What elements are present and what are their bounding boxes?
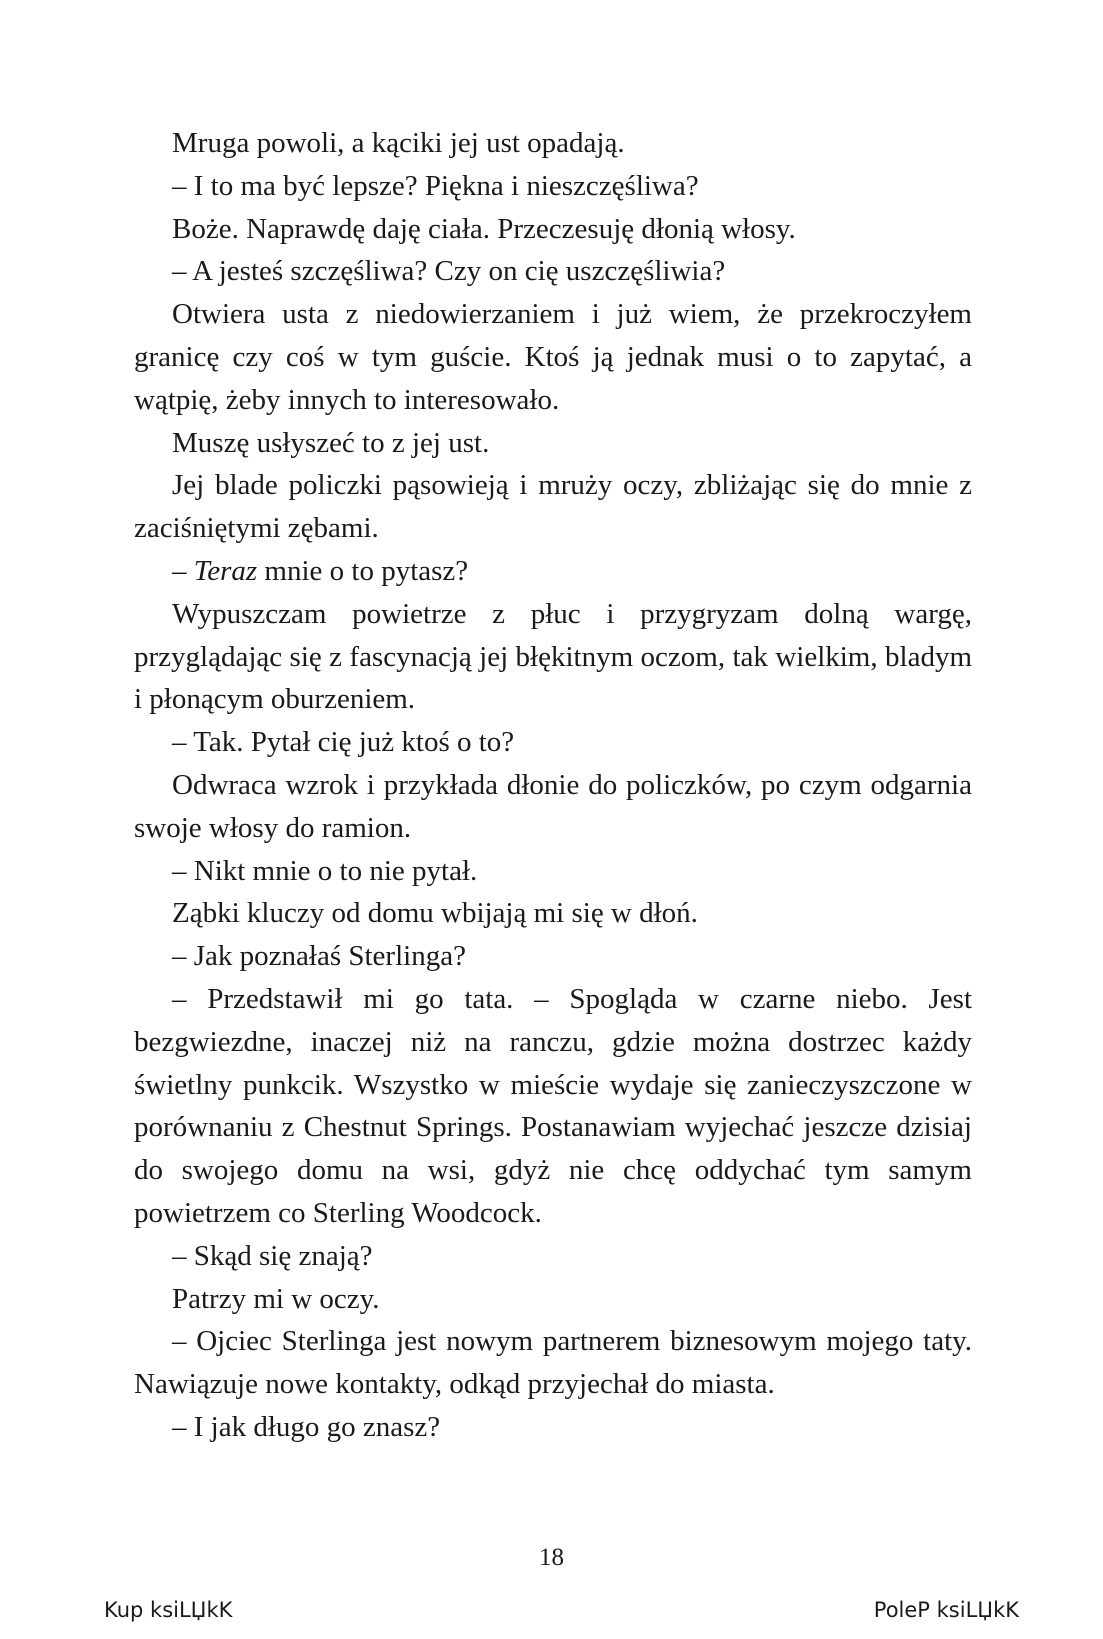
dialogue-dash: –: [172, 554, 194, 587]
paragraph: – Przedstawił mi go tata. – Spogląda w czarne niebo. Jest bezgwiezdne, inaczej niż na ranczu, gdzie można dostrzec każdy świetlny punkcik. Wszystko w mieście wydaje się zanieczyszczone w porównaniu z Chestnut Springs. Postanawiam wyjechać jeszcze dzisiaj do swojego domu na wsi, gdyż nie chcę oddychać tym samym powietrzem co Sterling Woodcock.: [134, 982, 972, 1229]
paragraph: – I jak długo go znasz?: [172, 1410, 441, 1443]
paragraph: – I to ma być lepsze? Piękna i nieszczęśliwa?: [172, 169, 699, 202]
paragraph: Patrzy mi w oczy.: [172, 1282, 380, 1315]
paragraph: Boże. Naprawdę daję ciała. Przeczesuję dłonią włosy.: [172, 212, 796, 245]
recommend-book-link[interactable]: PoleP ksiLЏkK: [873, 1598, 1019, 1622]
body-text: [134, 122, 972, 1449]
paragraph: – Tak. Pytał cię już ktoś o to?: [172, 726, 515, 759]
page-number: 18: [539, 1544, 564, 1571]
paragraph: – Ojciec Sterlinga jest nowym partnerem biznesowym mojego taty. Nawiązuje nowe kontakty, odkąd przyjechał do miasta.: [134, 1325, 972, 1401]
paragraph: – Nikt mnie o to nie pytał.: [172, 854, 478, 887]
paragraph: Odwraca wzrok i przykłada dłonie do policzków, po czym odgarnia swoje włosy do ramion.: [134, 768, 972, 844]
paragraph: Muszę usłyszeć to z jej ust.: [172, 426, 490, 459]
buy-book-link[interactable]: Kup ksiLЏkK: [104, 1598, 233, 1622]
paragraph: Mruga powoli, a kąciki jej ust opadają.: [172, 127, 625, 159]
paragraph: Jej blade policzki pąsowieją i mruży oczy, zbliżając się do mnie z zaciśniętymi zębami.: [134, 469, 972, 545]
paragraph: Ząbki kluczy od domu wbijają mi się w dłoń.: [172, 897, 698, 930]
paragraph: – Jak poznałaś Sterlinga?: [172, 940, 466, 973]
dialogue-text: mnie o to pytasz?: [257, 554, 469, 587]
paragraph: Wypuszczam powietrze z płuc i przygryzam dolną wargę, przyglądając się z fascynacją jej błękitnym oczom, tak wielkim, bladym i płonącym oburzeniem.: [134, 597, 972, 716]
paragraph: [134, 550, 972, 593]
emphasized-word: Teraz: [193, 554, 258, 587]
paragraph: – Skąd się znają?: [172, 1239, 373, 1272]
paragraph: Otwiera usta z niedowierzaniem i już wiem, że przekroczyłem granicę czy coś w tym guście. Ktoś ją jednak musi o to zapytać, a wątpię, żeby innych to interesowało.: [134, 298, 972, 416]
paragraph: – A jesteś szczęśliwa? Czy on cię uszczęśliwia?: [172, 255, 726, 288]
